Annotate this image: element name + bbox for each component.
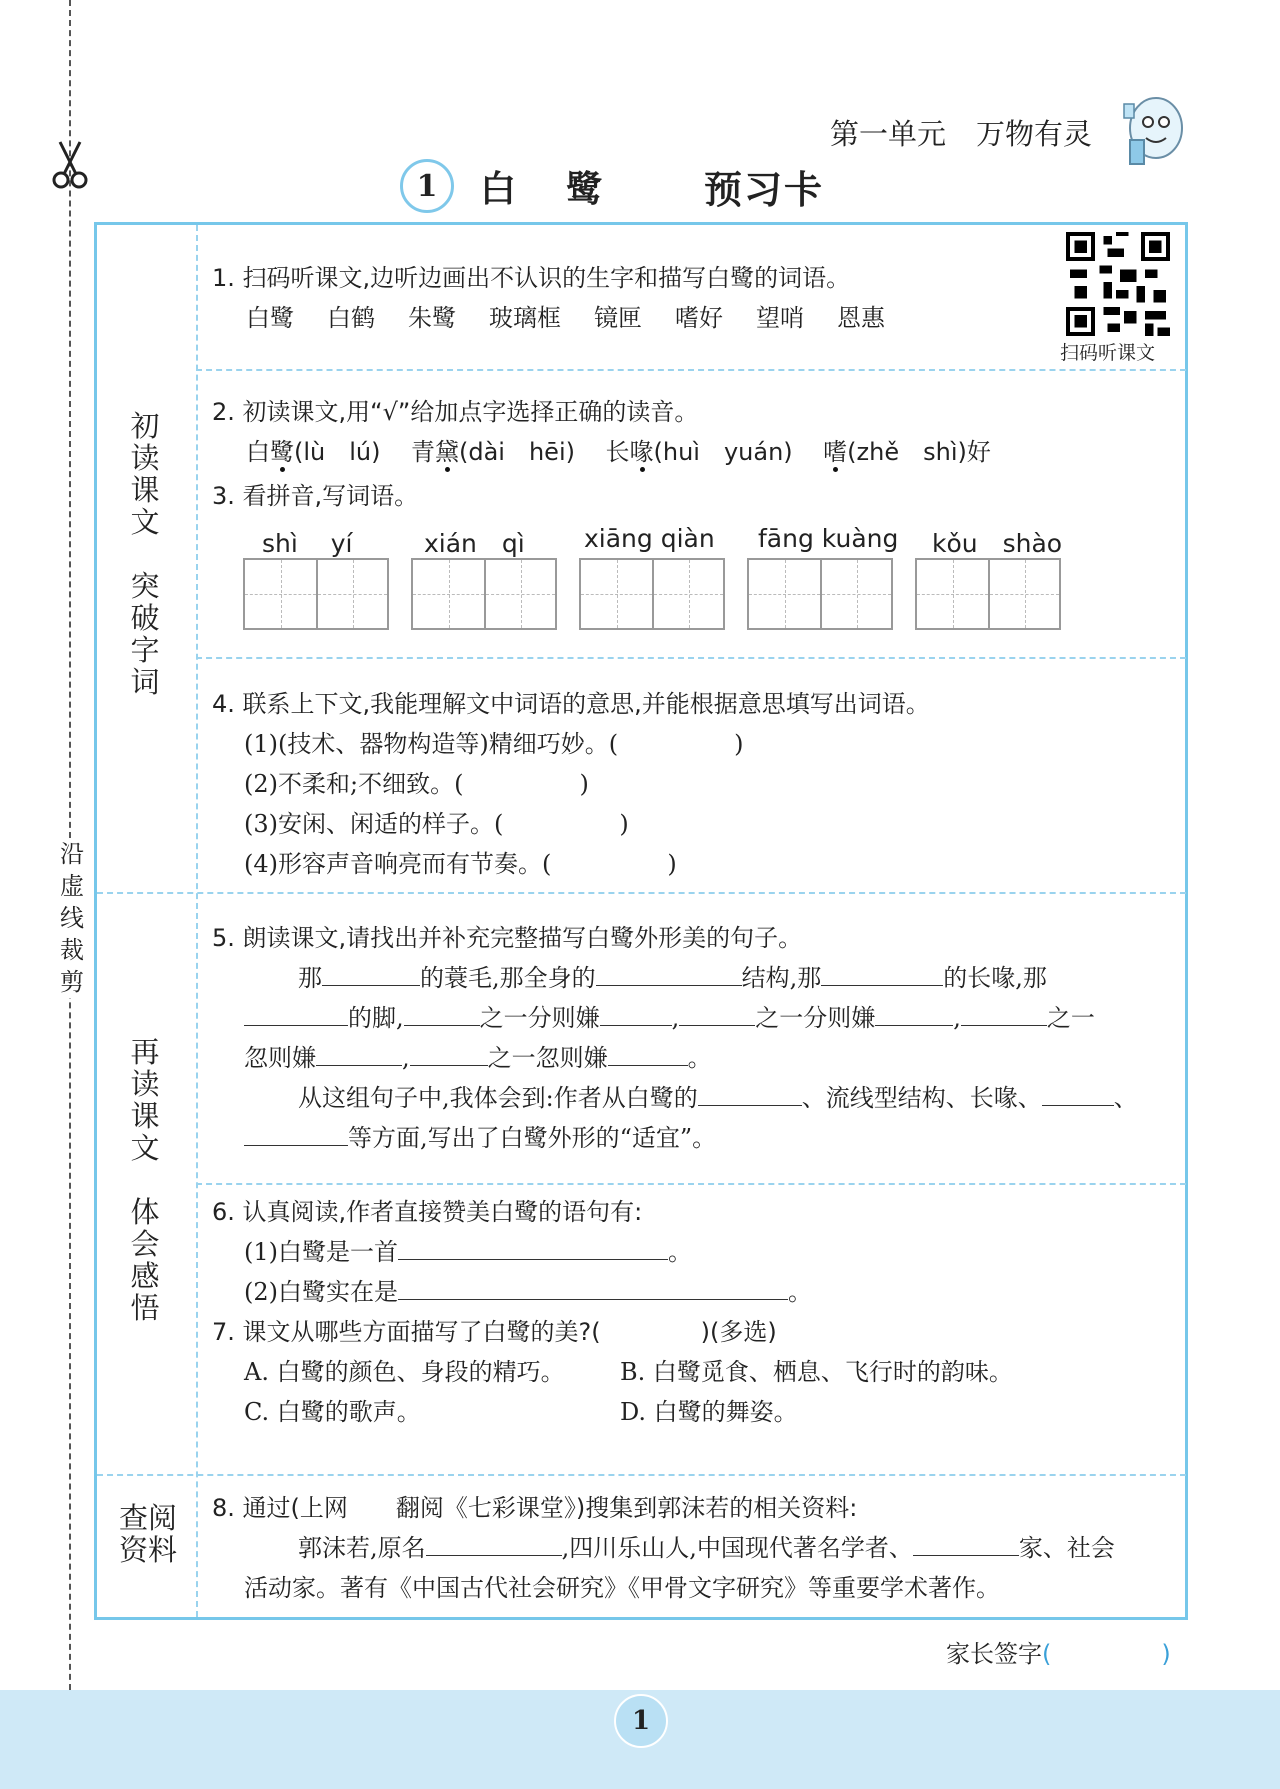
- q4-item: [244, 844, 677, 884]
- q2-char: 白: [246, 438, 270, 466]
- q8-text: 郭沫若,原名: [298, 1534, 426, 1562]
- lesson-title: [400, 160, 824, 212]
- fill-blank[interactable]: [244, 1000, 348, 1026]
- fill-blank[interactable]: [913, 1530, 1019, 1556]
- q2-item: [606, 438, 793, 466]
- q5-line: [244, 998, 1095, 1038]
- q2-dotted-char: 喙: [629, 438, 654, 466]
- fill-blank[interactable]: [875, 1000, 953, 1026]
- q1-word: 白鹤: [327, 304, 375, 332]
- q4-item-text: (1)(技术、器物构造等)精细巧妙。(: [244, 730, 619, 758]
- option-c[interactable]: C. 白鹭的歌声。: [244, 1398, 421, 1426]
- q2-char: 青: [411, 438, 435, 466]
- section-label-2: 再 读 课 文 体 会 感 悟: [130, 1035, 160, 1325]
- q1-word: 白鹭: [246, 304, 294, 332]
- section-divider: [97, 1474, 1186, 1476]
- option-a[interactable]: A. 白鹭的颜色、身段的精巧。: [244, 1358, 565, 1386]
- row-divider: [196, 369, 1186, 371]
- question-2: 2. 初读课文,用“√”给加点字选择正确的读音。: [212, 398, 699, 426]
- fill-blank[interactable]: [316, 1040, 402, 1066]
- lesson-name: 白鹭: [480, 167, 653, 210]
- q4-item: [244, 724, 743, 764]
- question-3: 3. 看拼音,写词语。: [212, 482, 419, 510]
- fill-blank[interactable]: [404, 1000, 480, 1026]
- paren: (: [1042, 1640, 1052, 1668]
- q2-dotted-char: 嗜: [823, 438, 848, 466]
- q5-text: ,: [953, 1004, 961, 1032]
- fill-blank[interactable]: [821, 960, 943, 986]
- q5-text: 忽则嫌: [244, 1044, 316, 1072]
- q4-item: [244, 764, 589, 804]
- qr-code-icon[interactable]: [1066, 232, 1170, 336]
- q6-text: 。: [668, 1238, 692, 1266]
- q5-text: 。: [687, 1044, 712, 1072]
- q8-line: [298, 1528, 1115, 1568]
- unit-theme: 万物有灵: [976, 117, 1093, 151]
- q1-word: 镜匣: [594, 304, 642, 332]
- card-type: 预习卡: [704, 167, 825, 212]
- q3-pinyin: shì yí: [262, 529, 353, 558]
- fill-blank[interactable]: [244, 1120, 348, 1146]
- question-4: 4. 联系上下文,我能理解文中词语的意思,并能根据意思填写出词语。: [212, 690, 930, 718]
- q6-text: (1)白鹭是一首: [244, 1238, 398, 1266]
- fill-blank[interactable]: [426, 1530, 562, 1556]
- unit-label: 第一单元: [830, 117, 947, 151]
- close-paren: ): [667, 850, 677, 878]
- q7-text: 7. 课文从哪些方面描写了白鹭的美?(: [212, 1318, 601, 1346]
- q3-pinyin: xiāng qiàn: [584, 524, 715, 553]
- q3-pinyin: xián qì: [424, 529, 525, 558]
- q5-text: 、流线型结构、长喙、: [801, 1084, 1042, 1112]
- fill-blank[interactable]: [398, 1234, 668, 1260]
- q3-pinyin: fāng kuàng: [758, 524, 899, 553]
- q5-text: 的蓑毛,那全身的: [420, 964, 596, 992]
- question-7: [212, 1312, 777, 1352]
- writing-grid[interactable]: [243, 558, 389, 630]
- q1-word: 望哨: [756, 304, 804, 332]
- fill-blank[interactable]: [596, 960, 742, 986]
- q2-char: 长: [605, 438, 630, 466]
- q1-word: 恩惠: [837, 304, 885, 332]
- q4-item: [244, 804, 629, 844]
- q6-text: 。: [788, 1278, 812, 1306]
- row-divider: [196, 657, 1186, 659]
- q4-item-text: (3)安闲、闲适的样子。(: [244, 810, 504, 838]
- section-label-3: 查阅 资料: [118, 1501, 177, 1567]
- q1-word-list: [246, 298, 918, 338]
- q5-text: ,: [402, 1044, 410, 1072]
- row-divider: [196, 1183, 1186, 1185]
- page-number: 1: [614, 1694, 668, 1748]
- option-d[interactable]: D. 白鹭的舞姿。: [620, 1398, 798, 1426]
- q4-item-text: (4)形容声音响亮而有节奏。(: [244, 850, 552, 878]
- q2-item: [246, 438, 380, 466]
- q2-pinyin-choice[interactable]: (huì yuán): [653, 438, 793, 466]
- q1-word: 朱鹭: [408, 304, 456, 332]
- question-8: 8. 通过(上网 翻阅《七彩课堂》)搜集到郭沫若的相关资料:: [212, 1494, 858, 1522]
- section-label-1: 初 读 课 文 突 破 字 词: [130, 409, 160, 699]
- q5-text: 那: [298, 964, 322, 992]
- q5-text: 等方面,写出了白鹭外形的“适宜”。: [348, 1124, 717, 1152]
- question-1: 1. 扫码听课文,边听边画出不认识的生字和描写白鹭的词语。: [212, 264, 851, 292]
- q2-pinyin-choice[interactable]: (zhě shì)好: [847, 438, 991, 466]
- writing-grid[interactable]: [411, 558, 557, 630]
- q8-text: 家、社会: [1018, 1534, 1115, 1562]
- q2-options: [246, 432, 991, 472]
- q4-item-text: (2)不柔和;不细致。(: [244, 770, 464, 798]
- fill-blank[interactable]: [961, 1000, 1047, 1026]
- writing-grid[interactable]: [915, 558, 1061, 630]
- q6-item: [244, 1272, 812, 1312]
- section-divider: [97, 892, 1186, 894]
- q5-text: 结构,那: [741, 964, 822, 992]
- q2-pinyin-choice[interactable]: (dài hēi): [459, 438, 575, 466]
- mascot-icon: [1118, 86, 1190, 172]
- q5-line: [244, 1038, 712, 1078]
- q5-text: 、: [1113, 1084, 1138, 1112]
- q2-dotted-char: 鹭: [270, 438, 294, 466]
- fill-blank[interactable]: [608, 1040, 688, 1066]
- q5-text: 从这组句子中,我体会到:作者从白鹭的: [298, 1084, 698, 1112]
- fill-blank[interactable]: [398, 1274, 788, 1300]
- q5-text: 的长喙,那: [943, 964, 1047, 992]
- question-5: 5. 朗读课文,请找出并补充完整描写白鹭外形美的句子。: [212, 924, 803, 952]
- qr-label: 扫码听课文: [1060, 342, 1156, 364]
- q5-text: ,: [671, 1004, 680, 1032]
- fill-blank[interactable]: [322, 960, 420, 986]
- q5-line: [298, 1078, 1138, 1118]
- sign-label: 家长签字: [946, 1640, 1042, 1668]
- q1-word: 玻璃框: [489, 304, 561, 332]
- q5-text: 之一分则嫌: [479, 1004, 600, 1032]
- q3-pinyin: kǒu shào: [932, 529, 1063, 558]
- fill-blank[interactable]: [600, 1000, 672, 1026]
- q2-item: [411, 438, 575, 466]
- q5-text: 之一忽则嫌: [487, 1044, 608, 1072]
- close-paren: ): [619, 810, 629, 838]
- cut-instruction: 沿虚线裁剪: [60, 840, 84, 996]
- writing-grid[interactable]: [747, 558, 893, 630]
- q1-word: 嗜好: [675, 304, 723, 332]
- option-b[interactable]: B. 白鹭觅食、栖息、飞行时的韵味。: [620, 1358, 1013, 1386]
- fill-blank[interactable]: [410, 1040, 488, 1066]
- q6-text: (2)白鹭实在是: [244, 1278, 398, 1306]
- q2-dotted-char: 黛: [435, 438, 459, 466]
- q5-text: 的脚,: [348, 1004, 404, 1032]
- q5-text: 之一: [1046, 1004, 1095, 1032]
- q6-item: [244, 1232, 692, 1272]
- q2-pinyin-choice[interactable]: (lù lú): [294, 438, 381, 466]
- column-divider: [196, 225, 198, 1617]
- fill-blank[interactable]: [698, 1080, 802, 1106]
- scissors-icon: [50, 140, 90, 190]
- close-paren: ): [734, 730, 744, 758]
- q8-line: 活动家。著有《中国古代社会研究》《甲骨文字研究》等重要学术著作。: [244, 1574, 1000, 1602]
- parent-signature: [946, 1634, 1171, 1669]
- lesson-number: 1: [400, 159, 454, 213]
- q7-text: )(多选): [700, 1318, 777, 1346]
- writing-grid[interactable]: [579, 558, 725, 630]
- q5-line: [298, 958, 1047, 998]
- fill-blank[interactable]: [1042, 1080, 1114, 1106]
- q2-item: [823, 438, 991, 466]
- q5-line: [244, 1118, 716, 1158]
- fill-blank[interactable]: [679, 1000, 755, 1026]
- q5-text: 之一分则嫌: [755, 1004, 876, 1032]
- question-6: 6. 认真阅读,作者直接赞美白鹭的语句有:: [212, 1198, 643, 1226]
- q8-text: ,四川乐山人,中国现代著名学者、: [561, 1534, 913, 1562]
- close-paren: ): [579, 770, 589, 798]
- paren: ): [1161, 1640, 1171, 1668]
- unit-title: [830, 112, 1092, 153]
